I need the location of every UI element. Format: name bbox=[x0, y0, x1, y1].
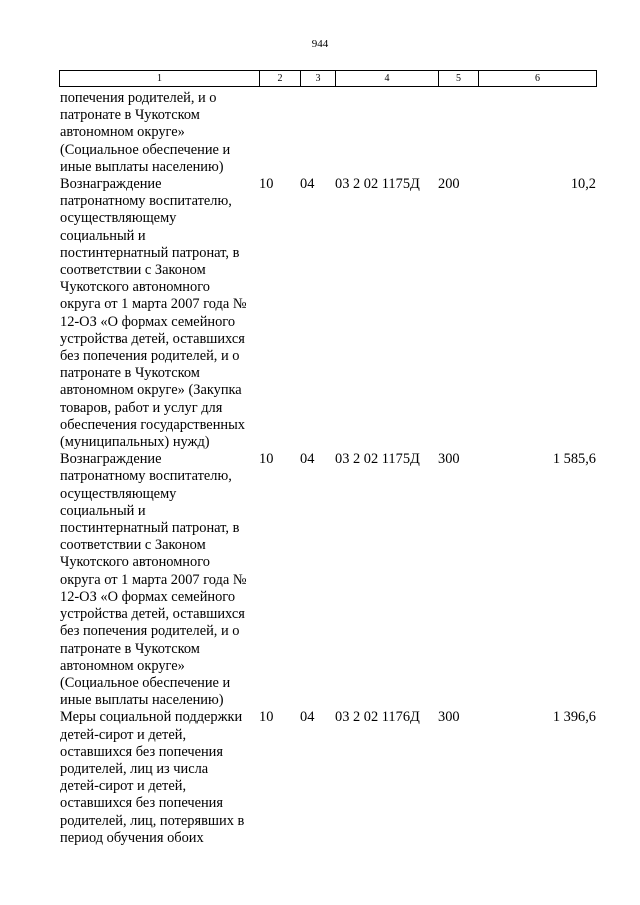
row-description: попечения родителей, и о патронате в Чукотском автономном округе» (Социальное обеспечение и иные выплаты населению) bbox=[60, 90, 231, 175]
column-header-2: 2 bbox=[260, 71, 301, 87]
row-expense-type: 300 bbox=[438, 451, 460, 468]
row-section: 10 bbox=[259, 451, 274, 468]
column-header-row bbox=[60, 71, 597, 87]
row-expense-type bbox=[438, 90, 478, 176]
page-number: 944 bbox=[311, 38, 329, 50]
row-section: 10 bbox=[259, 709, 274, 726]
row-subsection: 04 bbox=[300, 709, 315, 726]
column-header-4: 4 bbox=[336, 71, 439, 87]
column-header-1: 1 bbox=[60, 71, 260, 87]
row-subsection bbox=[300, 90, 335, 176]
row-target-article bbox=[335, 90, 438, 176]
row-subsection: 04 bbox=[300, 176, 315, 193]
row-amount: 1 585,6 bbox=[552, 451, 596, 468]
row-section: 10 bbox=[259, 176, 274, 193]
table-row bbox=[60, 451, 596, 709]
table-row bbox=[60, 90, 596, 176]
table-row bbox=[60, 709, 596, 847]
budget-table-body bbox=[60, 90, 596, 847]
row-description: Меры социальной поддержки детей-сирот и детей, оставшихся без попечения родителей, лиц из числа детей-сирот и детей, оставшихся без попечения родителей, лиц, потерявших в период обучения обоих bbox=[60, 709, 245, 846]
table-row bbox=[60, 176, 596, 451]
row-target-article: 03 2 02 1175Д bbox=[335, 451, 420, 468]
row-expense-type: 200 bbox=[438, 176, 460, 193]
row-target-article: 03 2 02 1175Д bbox=[335, 176, 420, 193]
row-amount bbox=[478, 90, 596, 176]
column-header-6: 6 bbox=[479, 71, 597, 87]
row-section bbox=[259, 90, 300, 176]
row-description: Вознаграждение патронатному воспитателю, осуществляющему социальный и постинтернатный патронат, в соответствии с Законом Чукотского автономного округа от 1 марта 2007 года № 12-ОЗ «О формах семейного устройства детей, оставшихся без попечения родителей, и о патронате в Чукотском автономном округе» (Социальное обеспечение и иные выплаты населению) bbox=[60, 451, 247, 709]
row-expense-type: 300 bbox=[438, 709, 460, 726]
column-header-table bbox=[59, 70, 597, 87]
row-amount: 10,2 bbox=[570, 176, 596, 193]
column-header-3: 3 bbox=[301, 71, 336, 87]
row-subsection: 04 bbox=[300, 451, 315, 468]
row-amount: 1 396,6 bbox=[552, 709, 596, 726]
row-target-article: 03 2 02 1176Д bbox=[335, 709, 420, 726]
row-description: Вознаграждение патронатному воспитателю, осуществляющему социальный и постинтернатный патронат, в соответствии с Законом Чукотского автономного округа от 1 марта 2007 года № 12-ОЗ «О формах семейного устройства детей, оставшихся без попечения родителей, и о патронате в Чукотском автономном округе» (Закупка товаров, работ и услуг для обеспечения государственных (муниципальных) нужд) bbox=[60, 176, 247, 451]
column-header-5: 5 bbox=[439, 71, 479, 87]
